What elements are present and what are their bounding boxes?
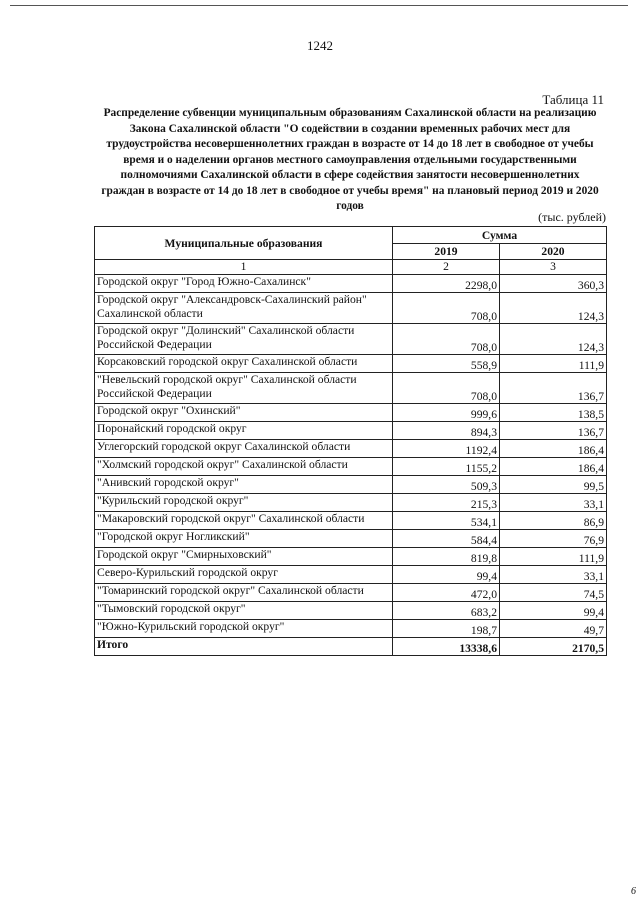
value-2020: 49,7 — [500, 620, 607, 638]
municipality-name: "Курильский городской округ" — [95, 494, 393, 512]
total-2020: 2170,5 — [500, 638, 607, 656]
value-2019: 683,2 — [393, 602, 500, 620]
value-2020: 99,5 — [500, 476, 607, 494]
header-municipality: Муниципальные образования — [95, 227, 393, 260]
municipality-name: Корсаковский городской округ Сахалинской области — [95, 355, 393, 373]
unit-label: (тыс. рублей) — [538, 210, 606, 224]
municipality-name: Углегорский городской округ Сахалинской области — [95, 440, 393, 458]
table-row — [95, 530, 607, 548]
table-row — [95, 458, 607, 476]
table-row — [95, 324, 607, 355]
municipality-name: "Макаровский городской округ" Сахалинской области — [95, 512, 393, 530]
municipality-name: "Холмский городской округ" Сахалинской области — [95, 458, 393, 476]
table-row — [95, 602, 607, 620]
table-label: Таблица 11 — [542, 92, 604, 107]
subvention-table — [94, 226, 607, 656]
municipality-name: "Томаринский городской округ" Сахалинской области — [95, 584, 393, 602]
table-row — [95, 355, 607, 373]
municipality-name: Городской округ "Александровск-Сахалинский район" Сахалинской области — [95, 293, 393, 324]
municipality-name: Поронайский городской округ — [95, 422, 393, 440]
table-row — [95, 548, 607, 566]
table-row — [95, 422, 607, 440]
table-row — [95, 584, 607, 602]
value-2020: 33,1 — [500, 566, 607, 584]
value-2019: 558,9 — [393, 355, 500, 373]
value-2020: 360,3 — [500, 275, 607, 293]
column-index-3: 3 — [500, 260, 607, 275]
table-row — [95, 512, 607, 530]
value-2020: 76,9 — [500, 530, 607, 548]
value-2020: 138,5 — [500, 404, 607, 422]
municipality-name: Городской округ "Смирныховский" — [95, 548, 393, 566]
top-border-line — [10, 5, 628, 6]
value-2019: 708,0 — [393, 293, 500, 324]
total-row — [95, 638, 607, 656]
table-body — [95, 275, 607, 656]
value-2020: 74,5 — [500, 584, 607, 602]
value-2019: 215,3 — [393, 494, 500, 512]
header-year-2020: 2020 — [500, 244, 607, 260]
value-2020: 136,7 — [500, 422, 607, 440]
table-row — [95, 440, 607, 458]
table-row — [95, 620, 607, 638]
table-row — [95, 373, 607, 404]
value-2020: 124,3 — [500, 324, 607, 355]
value-2020: 124,3 — [500, 293, 607, 324]
value-2019: 472,0 — [393, 584, 500, 602]
total-2019: 13338,6 — [393, 638, 500, 656]
page-number: 1242 — [307, 38, 333, 53]
table-row — [95, 275, 607, 293]
value-2019: 1155,2 — [393, 458, 500, 476]
value-2020: 99,4 — [500, 602, 607, 620]
value-2020: 186,4 — [500, 458, 607, 476]
table-row — [95, 476, 607, 494]
table-row — [95, 293, 607, 324]
value-2019: 999,6 — [393, 404, 500, 422]
value-2020: 186,4 — [500, 440, 607, 458]
value-2019: 584,4 — [393, 530, 500, 548]
value-2019: 509,3 — [393, 476, 500, 494]
value-2019: 198,7 — [393, 620, 500, 638]
column-index-1: 1 — [95, 260, 393, 275]
value-2019: 2298,0 — [393, 275, 500, 293]
header-sum: Сумма — [393, 227, 607, 244]
table-row — [95, 566, 607, 584]
municipality-name: "Городской округ Ногликский" — [95, 530, 393, 548]
corner-mark: 6 — [631, 886, 636, 897]
value-2019: 894,3 — [393, 422, 500, 440]
value-2020: 111,9 — [500, 548, 607, 566]
municipality-name: "Южно-Курильский городской округ" — [95, 620, 393, 638]
value-2020: 33,1 — [500, 494, 607, 512]
value-2020: 111,9 — [500, 355, 607, 373]
table-title: Распределение субвенции муниципальным образованиям Сахалинской области на реализацию Закона Сахалинской области "О содействии в создании временных рабочих мест для трудоустройства несовершеннолетних граждан в возрасте от 14 до 18 лет в свободное от учебы время и о наделении органов местного самоуправления отдельными государственными полномочиями Сахалинской области в сфере содействия занятости несовершеннолетних граждан в возрасте от 14 до 18 лет в свободное от учебы время" на плановый период 2019 и 2020 годов — [101, 107, 599, 212]
total-label: Итого — [95, 638, 393, 656]
header-year-2019: 2019 — [393, 244, 500, 260]
value-2019: 99,4 — [393, 566, 500, 584]
table-row — [95, 494, 607, 512]
municipality-name: Городской округ "Охинский" — [95, 404, 393, 422]
municipality-name: Городской округ "Долинский" Сахалинской области Российской Федерации — [95, 324, 393, 355]
municipality-name: "Анивский городской округ" — [95, 476, 393, 494]
value-2019: 534,1 — [393, 512, 500, 530]
municipality-name: "Невельский городской округ" Сахалинской области Российской Федерации — [95, 373, 393, 404]
value-2020: 136,7 — [500, 373, 607, 404]
table-row — [95, 404, 607, 422]
municipality-name: "Тымовский городской округ" — [95, 602, 393, 620]
value-2019: 708,0 — [393, 373, 500, 404]
municipality-name: Городской округ "Город Южно-Сахалинск" — [95, 275, 393, 293]
column-index-2: 2 — [393, 260, 500, 275]
value-2019: 819,8 — [393, 548, 500, 566]
municipality-name: Северо-Курильский городской округ — [95, 566, 393, 584]
value-2019: 1192,4 — [393, 440, 500, 458]
value-2019: 708,0 — [393, 324, 500, 355]
value-2020: 86,9 — [500, 512, 607, 530]
